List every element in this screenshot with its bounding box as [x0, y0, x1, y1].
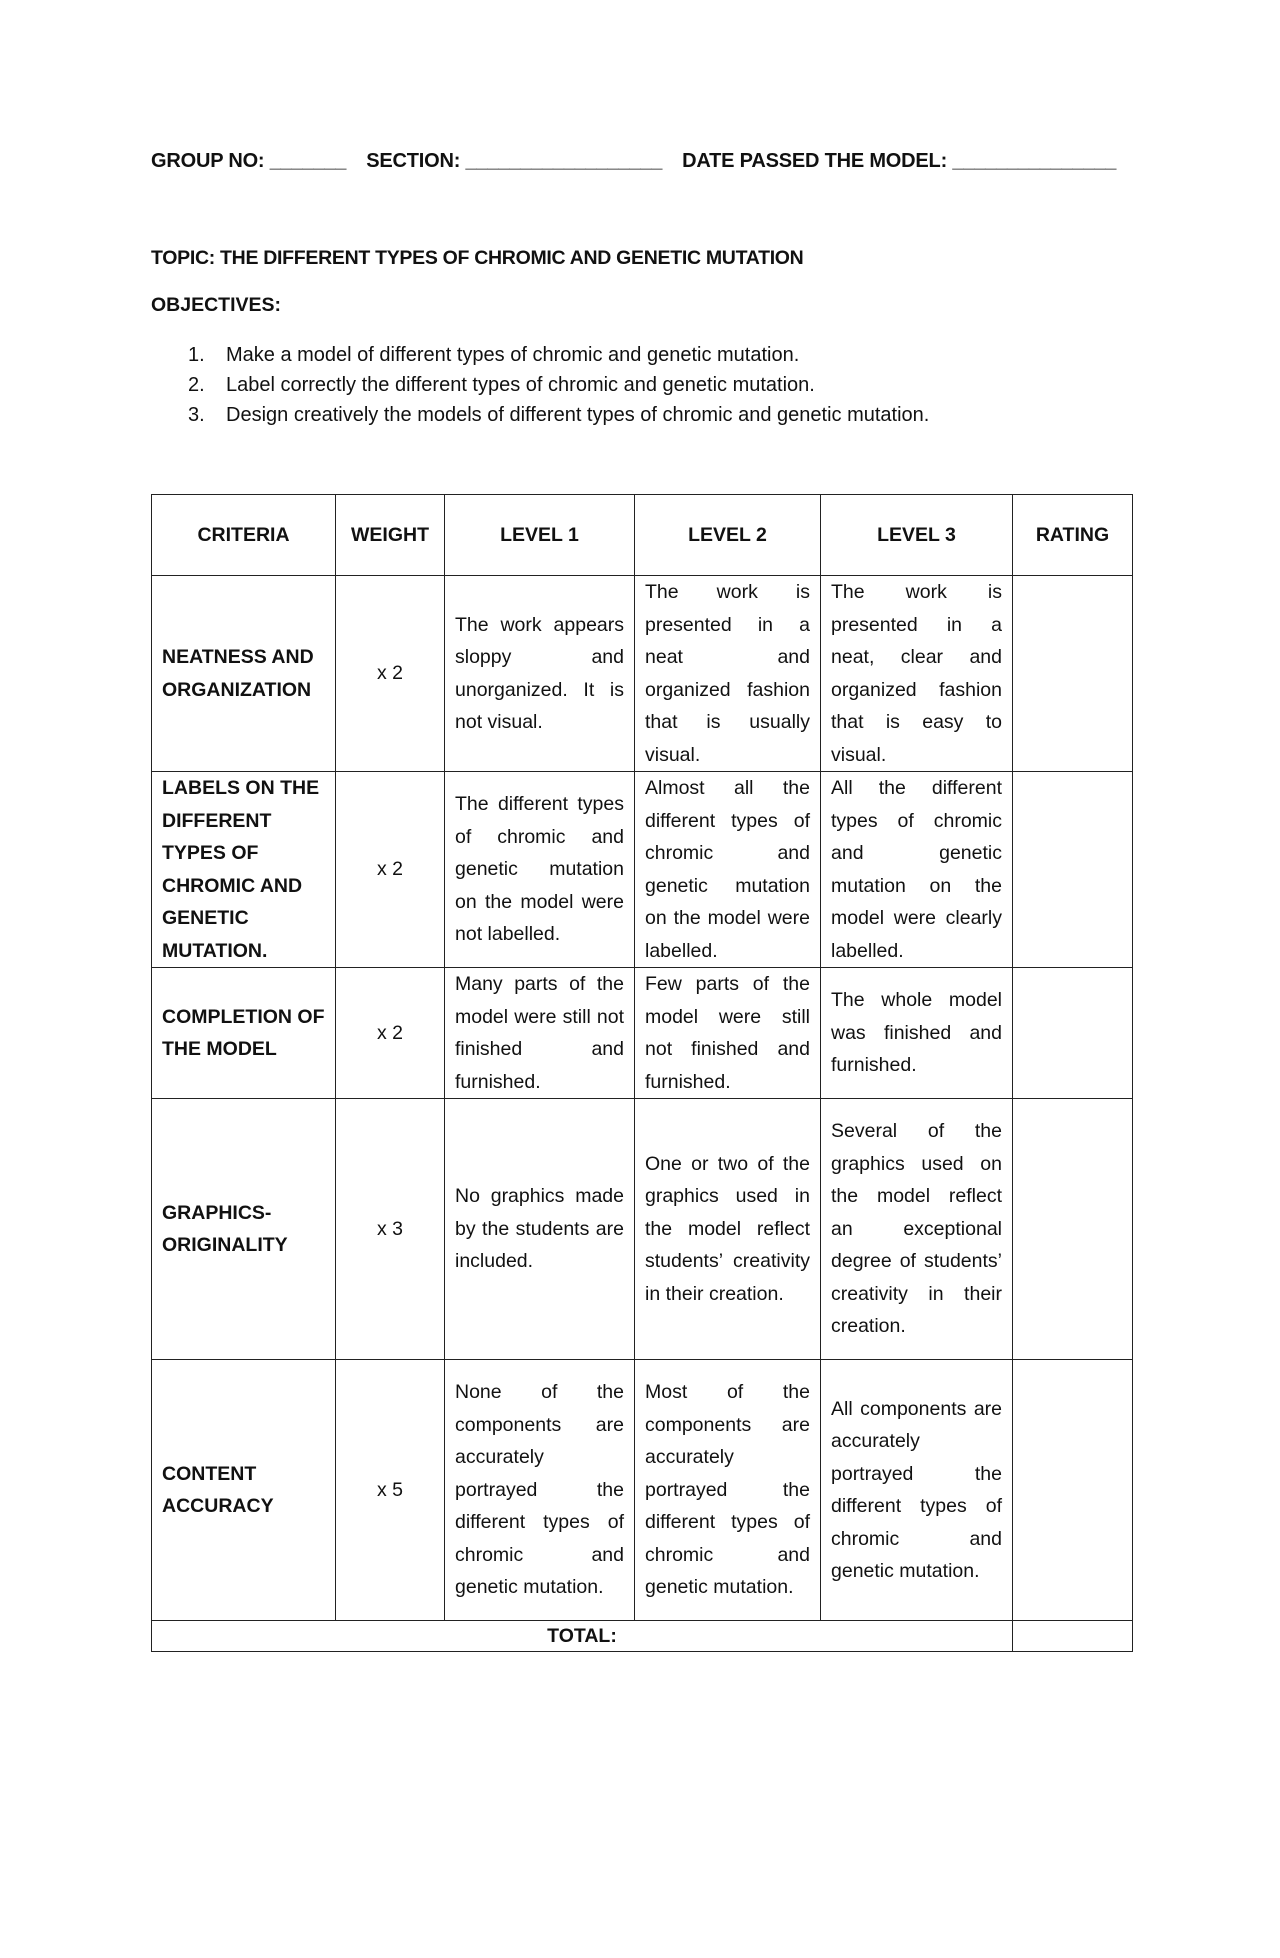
level-3-cell: The whole model was finished and furnished.	[821, 968, 1013, 1099]
objectives-list	[188, 340, 929, 430]
header-level-1: LEVEL 1	[445, 495, 635, 576]
header-criteria: CRITERIA	[152, 495, 336, 576]
weight-cell: x 3	[336, 1099, 445, 1360]
objective-item: 1. Make a model of different types of chromic and genetic mutation.	[188, 344, 800, 366]
criteria-cell: CONTENT ACCURACY	[152, 1360, 336, 1621]
weight-cell: x 5	[336, 1360, 445, 1621]
level-2-cell: One or two of the graphics used in the model reflect students’ creativity in their creation.	[635, 1099, 821, 1360]
level-2-cell: Most of the components are accurately portrayed the different types of chromic and genetic mutation.	[635, 1360, 821, 1621]
level-3-cell: The work is presented in a neat, clear and organized fashion that is easy to visual.	[821, 576, 1013, 772]
criteria-cell: LABELS ON THE DIFFERENT TYPES OF CHROMIC AND GENETIC MUTATION.	[152, 772, 336, 968]
level-3-cell: All components are accurately portrayed the different types of chromic and genetic mutation.	[821, 1360, 1013, 1621]
criteria-cell: NEATNESS AND ORGANIZATION	[152, 576, 336, 772]
rating-cell[interactable]	[1013, 1099, 1133, 1360]
weight-cell: x 2	[336, 772, 445, 968]
table-row	[152, 576, 1133, 772]
table-row	[152, 772, 1133, 968]
section-field: SECTION: __________________	[366, 150, 663, 172]
header-level-2: LEVEL 2	[635, 495, 821, 576]
total-rating-cell[interactable]	[1013, 1621, 1133, 1652]
objective-item: 2. Label correctly the different types of chromic and genetic mutation.	[188, 374, 815, 396]
rubric-table	[151, 494, 1133, 1652]
rating-cell[interactable]	[1013, 968, 1133, 1099]
header-level-3: LEVEL 3	[821, 495, 1013, 576]
level-2-cell: The work is presented in a neat and organized fashion that is usually visual.	[635, 576, 821, 772]
weight-cell: x 2	[336, 576, 445, 772]
weight-cell: x 2	[336, 968, 445, 1099]
topic-heading: TOPIC: THE DIFFERENT TYPES OF CHROMIC AND GENETIC MUTATION	[151, 247, 804, 269]
total-row	[152, 1621, 1133, 1652]
objectives-heading: OBJECTIVES:	[151, 294, 282, 316]
header-weight: WEIGHT	[336, 495, 445, 576]
level-3-cell: All the different types of chromic and genetic mutation on the model were clearly labelled.	[821, 772, 1013, 968]
header-fields	[151, 150, 1116, 173]
table-row	[152, 1360, 1133, 1621]
level-1-cell: None of the components are accurately portrayed the different types of chromic and genetic mutation.	[445, 1360, 635, 1621]
table-row	[152, 1099, 1133, 1360]
objective-item: 3. Design creatively the models of different types of chromic and genetic mutation.	[188, 404, 930, 426]
level-1-cell: Many parts of the model were still not finished and furnished.	[445, 968, 635, 1099]
total-label: TOTAL:	[152, 1621, 1013, 1652]
level-3-cell: Several of the graphics used on the model reflect an exceptional degree of students’ creativity in their creation.	[821, 1099, 1013, 1360]
rating-cell[interactable]	[1013, 1360, 1133, 1621]
group-no-field: GROUP NO: _______	[151, 150, 347, 172]
date-passed-field: DATE PASSED THE MODEL: _______________	[682, 150, 1117, 172]
rating-cell[interactable]	[1013, 772, 1133, 968]
table-row	[152, 968, 1133, 1099]
criteria-cell: COMPLETION OF THE MODEL	[152, 968, 336, 1099]
header-rating: RATING	[1013, 495, 1133, 576]
level-2-cell: Few parts of the model were still not finished and furnished.	[635, 968, 821, 1099]
level-1-cell: No graphics made by the students are included.	[445, 1099, 635, 1360]
criteria-cell: GRAPHICS-ORIGINALITY	[152, 1099, 336, 1360]
level-1-cell: The work appears sloppy and unorganized. It is not visual.	[445, 576, 635, 772]
level-1-cell: The different types of chromic and genetic mutation on the model were not labelled.	[445, 772, 635, 968]
rating-cell[interactable]	[1013, 576, 1133, 772]
level-2-cell: Almost all the different types of chromic and genetic mutation on the model were labelled.	[635, 772, 821, 968]
table-header-row	[152, 495, 1133, 576]
